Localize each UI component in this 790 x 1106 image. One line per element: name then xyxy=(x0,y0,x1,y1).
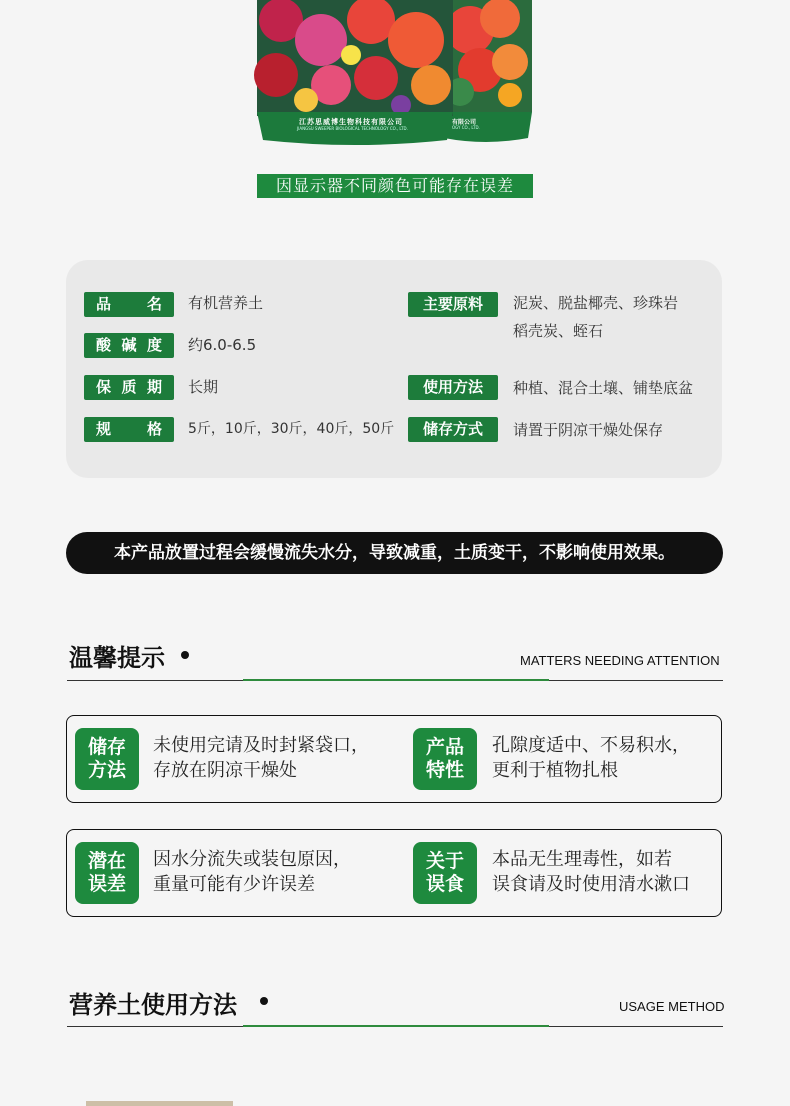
spec-card xyxy=(66,260,722,478)
usage-section-title: 营养土使用方法 xyxy=(69,991,237,1019)
tips-divider-accent xyxy=(243,679,549,681)
spec-value-shelf-life: 长期 xyxy=(188,378,219,396)
spec-label-storage: 储存方式 xyxy=(408,417,498,442)
usage-title-dot xyxy=(260,997,268,1005)
tip-text-storage: 未使用完请及时封紧袋口， 存放在阴凉干燥处 xyxy=(153,735,369,781)
spec-label-ph: 酸 碱 度 xyxy=(84,333,174,358)
product-bag-front xyxy=(251,0,459,146)
spec-value-size: 5斤，10斤，30斤，40斤，50斤 xyxy=(188,421,395,437)
usage-divider-accent xyxy=(243,1025,549,1027)
tip-text-feature: 孔隙度适中、不易积水， 更利于植物扎根 xyxy=(492,735,690,781)
color-disclaimer: 因显示器不同颜色可能存在误差 xyxy=(257,174,533,198)
weight-loss-notice: 本产品放置过程会缓慢流失水分，导致减重，土质变干，不影响使用效果。 xyxy=(66,532,723,574)
tip-text-error: 因水分流失或装包原因， 重量可能有少许误差 xyxy=(153,849,351,895)
spec-label-shelf-life: 保 质 期 xyxy=(84,375,174,400)
spec-value-usage: 种植、混合土壤、铺垫底盆 xyxy=(513,379,694,397)
spec-label-ingredients: 主要原料 xyxy=(408,292,498,317)
tip-badge-feature: 产品 特性 xyxy=(413,728,477,790)
spec-value-ingredients-line2: 稻壳炭、蛭石 xyxy=(513,322,604,340)
tip-text-ingestion: 本品无生理毒性，如若 误食请及时使用清水漱口 xyxy=(492,849,690,895)
bag-label-front: 江苏思威博生物科技有限公司 xyxy=(299,118,403,126)
spec-label-size: 规 格 xyxy=(84,417,174,442)
tip-badge-ingestion: 关于 误食 xyxy=(413,842,477,904)
tips-section-subtitle: MATTERS NEEDING ATTENTION xyxy=(520,653,720,668)
tip-badge-error: 潜在 误差 xyxy=(75,842,139,904)
bag-label-front-en: JIANGSU SWEEPER BIOLOGICAL TECHNOLOGY CO., LTD. xyxy=(297,126,408,131)
tip-badge-storage: 储存 方法 xyxy=(75,728,139,790)
bag-label-back-en: OGY CO., LTD. xyxy=(452,125,480,130)
usage-image-top-edge xyxy=(86,1101,233,1106)
spec-label-name: 品 名 xyxy=(84,292,174,317)
spec-value-name: 有机营养土 xyxy=(188,294,264,312)
tips-section-title: 温馨提示 xyxy=(69,644,165,672)
spec-value-storage: 请置于阴凉干燥处保存 xyxy=(513,421,664,439)
bag-label-back: 有限公司 xyxy=(452,119,477,126)
usage-section-subtitle: USAGE METHOD xyxy=(619,999,725,1014)
tip-row-2 xyxy=(66,829,722,917)
spec-label-usage: 使用方法 xyxy=(408,375,498,400)
tips-title-dot xyxy=(181,651,189,659)
tip-row-1 xyxy=(66,715,722,803)
spec-value-ph: 约6.0-6.5 xyxy=(188,336,257,354)
spec-value-ingredients-line1: 泥炭、脱盐椰壳、珍珠岩 xyxy=(513,294,679,312)
